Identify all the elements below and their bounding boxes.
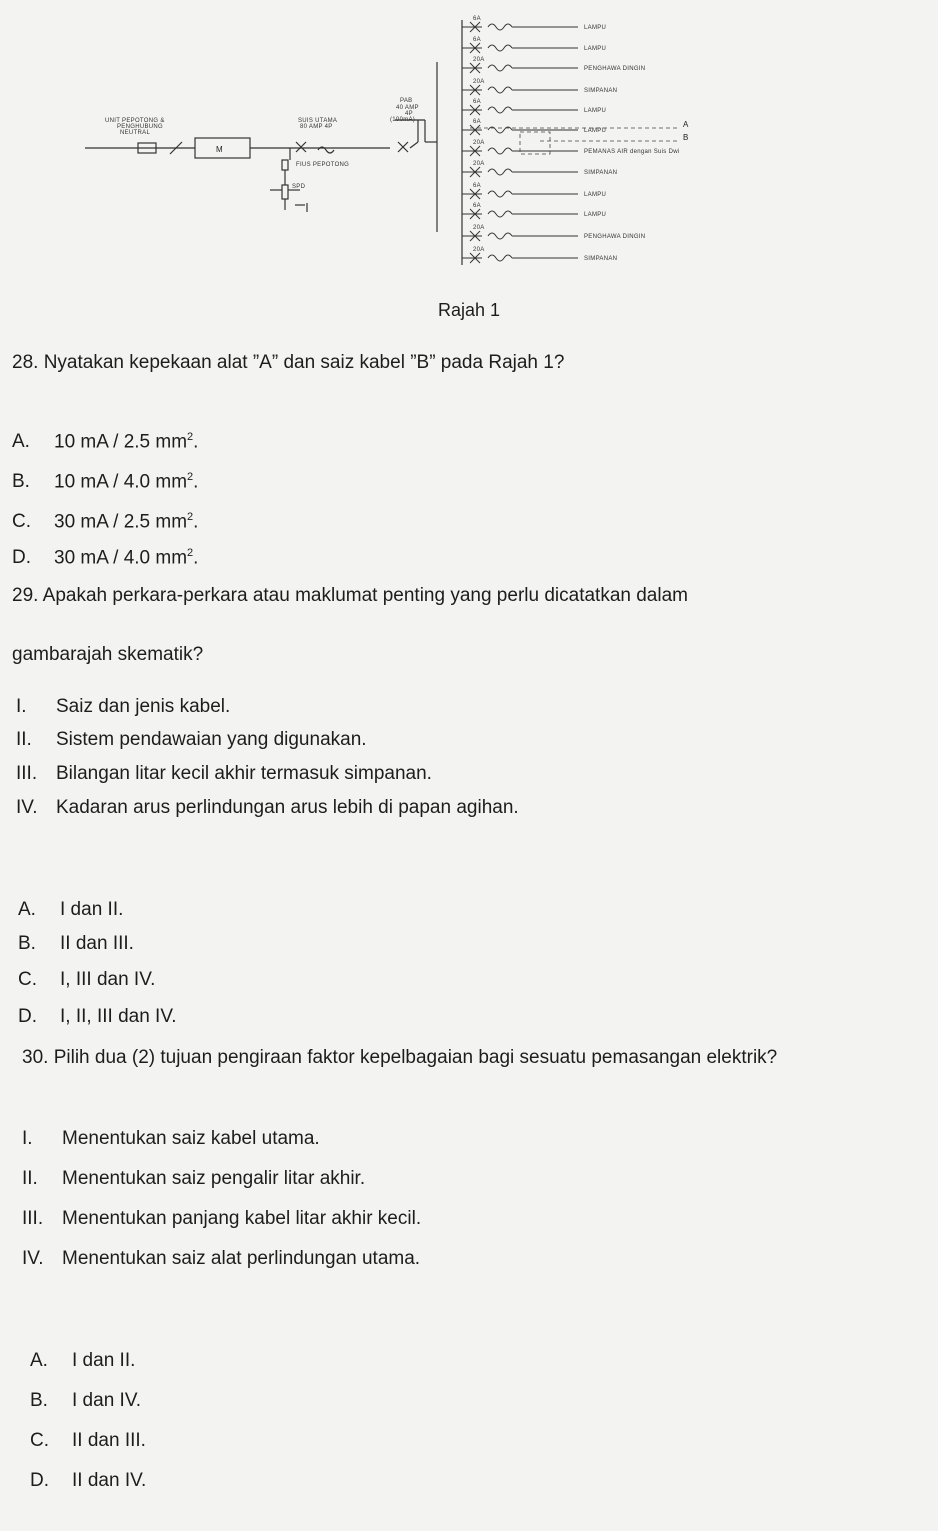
circuit-branch [462, 189, 578, 199]
question-number: 30. [22, 1047, 49, 1068]
question-text: Nyatakan kepekaan alat ”A” dan saiz kabel ”B” pada Rajah 1? [43, 352, 565, 373]
option-label: C. [18, 969, 37, 990]
option-text: I, III dan IV. [60, 969, 156, 990]
meter-label: M [216, 145, 223, 154]
statement-item [22, 1127, 320, 1151]
rccb-label: PAB [400, 98, 413, 104]
option-text: I dan II. [72, 1350, 136, 1371]
neutral-label: NEUTRAL [120, 130, 151, 136]
circuit-branch [462, 105, 578, 115]
circuit-load-label: LAMPU [584, 108, 607, 114]
circuit-branch [462, 253, 578, 263]
option-label: C. [12, 511, 31, 533]
rccb-poles: 4P [405, 111, 413, 117]
fuse-label: FIUS PEPOTONG [296, 162, 350, 168]
option-label: D. [18, 1006, 37, 1027]
answer-option[interactable] [12, 541, 198, 570]
answer-option[interactable] [30, 1349, 135, 1373]
option-text: 10 mA / 4.0 mm [54, 471, 188, 493]
circuit-load-label: SIMPANAN [584, 88, 618, 94]
option-label: A. [12, 431, 30, 453]
option-label: A. [18, 899, 36, 920]
option-label: C. [30, 1430, 49, 1451]
circuit-branch [462, 209, 578, 219]
circuit-rating: 6A [473, 203, 481, 209]
statement-item [16, 796, 519, 820]
circuit-rating: 6A [473, 99, 481, 105]
statement-text: Menentukan saiz pengalir litar akhir. [62, 1168, 366, 1189]
option-text: 30 mA / 2.5 mm [54, 511, 188, 533]
circuit-rating: 6A [473, 37, 481, 43]
answer-option[interactable] [30, 1469, 146, 1493]
option-text: II dan III. [60, 933, 134, 954]
circuit-load-label: PENGHAWA DINGIN [584, 66, 646, 72]
main-switch-label: SUIS UTAMA [298, 118, 338, 124]
circuit-rating: 6A [473, 119, 481, 125]
question-28 [12, 351, 564, 375]
circuit-load-label: LAMPU [584, 212, 607, 218]
roman-numeral: II. [16, 729, 32, 750]
statement-text: Menentukan saiz alat perlindungan utama. [62, 1248, 421, 1269]
statement-item [16, 695, 230, 719]
option-label: D. [30, 1470, 49, 1491]
rccb-rating: 40 AMP [396, 105, 419, 111]
option-text: I dan II. [60, 899, 124, 920]
statement-text: Saiz dan jenis kabel. [56, 696, 231, 717]
marker-a: A [683, 120, 689, 129]
circuit-branch [462, 63, 578, 73]
circuit-load-label: SIMPANAN [584, 256, 618, 262]
spd-label: SPD [292, 184, 306, 190]
statement-item [16, 728, 367, 752]
circuit-rating: 20A [473, 247, 485, 253]
option-text: 30 mA / 4.0 mm [54, 547, 188, 569]
circuit-rating: 20A [473, 161, 485, 167]
roman-numeral: III. [16, 763, 38, 784]
option-label: A. [30, 1350, 48, 1371]
answer-option[interactable] [18, 1005, 177, 1029]
circuit-rating: 20A [473, 225, 485, 231]
option-text: I, II, III dan IV. [60, 1006, 177, 1027]
option-text: II dan III. [72, 1430, 146, 1451]
option-label: D. [12, 547, 31, 569]
circuit-rating: 20A [473, 140, 485, 146]
answer-option[interactable] [12, 505, 198, 534]
option-label: B. [12, 471, 30, 493]
roman-numeral: III. [22, 1208, 44, 1229]
superscript: 2 [187, 511, 194, 523]
option-label: B. [30, 1390, 48, 1411]
roman-numeral: IV. [16, 797, 38, 818]
circuit-load-label: LAMPU [584, 192, 607, 198]
circuit-branch [462, 85, 578, 95]
roman-numeral: I. [16, 696, 27, 717]
schematic-diagram [0, 0, 938, 290]
roman-numeral: II. [22, 1168, 38, 1189]
circuit-rating: 6A [473, 16, 481, 22]
unit-label: UNIT PEPOTONG & [105, 118, 165, 124]
circuit-branch [462, 22, 578, 32]
main-switch-rating: 80 AMP 4P [300, 124, 333, 130]
statement-item [16, 762, 432, 786]
statement-text: Sistem pendawaian yang digunakan. [56, 729, 367, 750]
circuit-branch [462, 43, 578, 53]
statement-text: Menentukan panjang kabel litar akhir kecil. [62, 1208, 422, 1229]
circuit-load-label: LAMPU [584, 128, 607, 134]
option-text: I dan IV. [72, 1390, 142, 1411]
unit-label-2: PENGHUBUNG [117, 124, 164, 130]
question-text: Pilih dua (2) tujuan pengiraan faktor kepelbagaian bagi sesuatu pemasangan elektrik? [53, 1047, 778, 1068]
circuit-rating: 20A [473, 57, 485, 63]
question-number: 28. [12, 352, 39, 373]
circuit-branch [462, 167, 578, 177]
question-29 [12, 584, 688, 608]
answer-option[interactable] [30, 1389, 141, 1413]
option-end: . [193, 471, 199, 493]
circuit-branch [462, 125, 578, 135]
superscript: 2 [187, 471, 194, 483]
statement-item [22, 1167, 365, 1191]
statement-text: Kadaran arus perlindungan arus lebih di papan agihan. [56, 797, 519, 818]
diagram-caption: Rajah 1 [437, 300, 501, 320]
statement-item [22, 1207, 421, 1231]
answer-option[interactable] [18, 932, 134, 956]
question-text: Apakah perkara-perkara atau maklumat penting yang perlu dicatatkan dalam [42, 585, 688, 606]
roman-numeral: IV. [22, 1248, 44, 1269]
answer-option[interactable] [18, 898, 123, 922]
option-label: B. [18, 933, 36, 954]
statement-text: Menentukan saiz kabel utama. [62, 1128, 320, 1149]
statement-item [22, 1247, 420, 1271]
option-text: II dan IV. [72, 1470, 147, 1491]
statement-text: Bilangan litar kecil akhir termasuk simpanan. [56, 763, 432, 784]
circuit-rating: 20A [473, 79, 485, 85]
circuit-load-label: PENGHAWA DINGIN [584, 234, 646, 240]
rccb-sensitivity: (100mA) [390, 117, 416, 123]
option-end: . [193, 547, 199, 569]
question-30 [22, 1046, 777, 1070]
circuit-load-label: SIMPANAN [584, 170, 618, 176]
circuit-branch [462, 231, 578, 241]
circuit-load-label: LAMPU [584, 25, 607, 31]
answer-option[interactable] [12, 425, 198, 454]
question-29-line2: gambarajah skematik? [12, 644, 204, 665]
answer-option[interactable] [12, 465, 198, 494]
option-end: . [193, 431, 199, 453]
circuit-load-label: PEMANAS AIR dengan Suis Dwi [584, 149, 680, 155]
superscript: 2 [187, 431, 194, 443]
question-number: 29. [12, 585, 39, 606]
circuit-load-label: LAMPU [584, 46, 607, 52]
answer-option[interactable] [30, 1429, 146, 1453]
answer-option[interactable] [18, 968, 155, 992]
roman-numeral: I. [22, 1128, 33, 1149]
superscript: 2 [187, 547, 194, 559]
marker-b: B [683, 133, 689, 142]
option-end: . [193, 511, 199, 533]
circuit-rating: 6A [473, 183, 481, 189]
option-text: 10 mA / 2.5 mm [54, 431, 188, 453]
